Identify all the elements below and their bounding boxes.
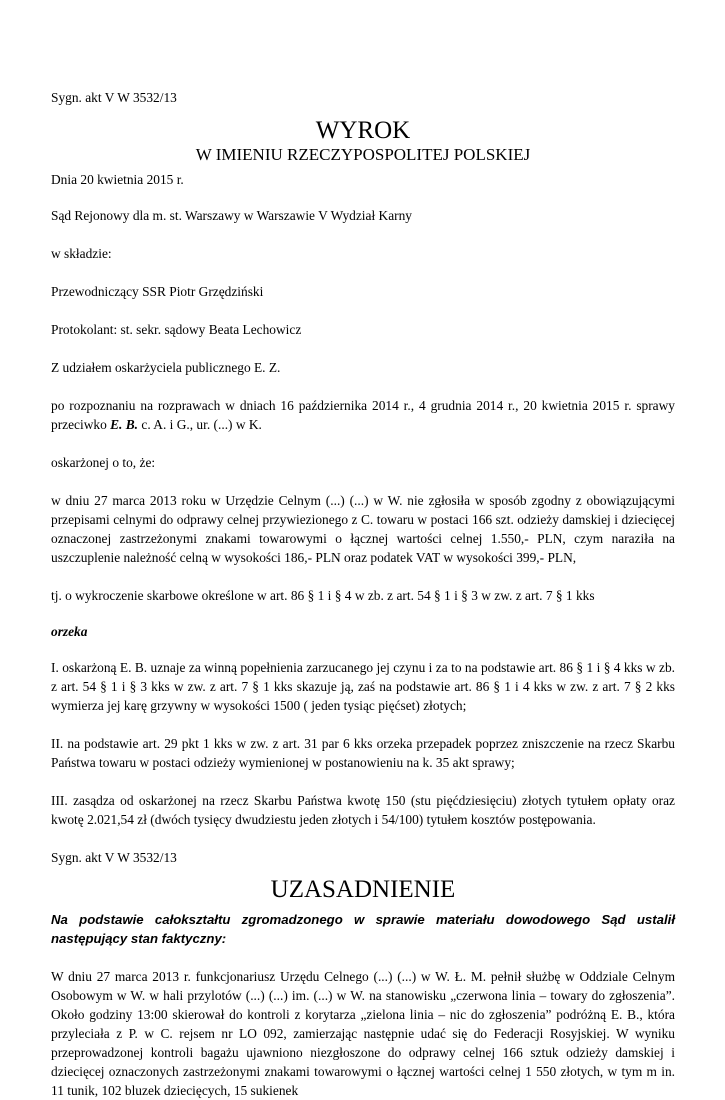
ruling-item-3: III. zasądza od oskarżonej na rzecz Skarbu Państwa kwotę 150 (stu pięćdziesięciu) złotych tytułem opłaty oraz kwotę 2.021,54 zł (dwóch tysięcy dwudziestu jeden złotych i 54/100) tytułem kosztów postępowania. [51, 793, 675, 827]
hearing-text-post: c. A. i G., ur. (...) w K. [138, 417, 262, 432]
charge-paragraph: w dniu 27 marca 2013 roku w Urzędzie Celnym (...) (...) w W. nie zgłosiła w sposób zgodny z obowiązującymi przepisami celnymi do odprawy celnej przywiezionego z C. towaru w postaci 166 szt. odzieży damskiej i dziecięcej oznaczonej zastrzeżonymi znakami towarowymi o łącznej wartości celnej 1.550,- PLN, czym naraziła na uszczuplenie należność celną w wysokości 186,- PLN oraz podatek VAT w wysokości 399,- PLN, [51, 493, 675, 565]
accused-label: oskarżonej o to, że: [51, 455, 156, 470]
hearing-paragraph [51, 396, 675, 434]
accused-name: E. B. [110, 417, 139, 432]
justification-signature: Sygn. akt V W 3532/13 [51, 850, 177, 865]
facts-lead: Na podstawie całokształtu zgromadzonego w sprawie materiału dowodowego Sąd ustalił następujący stan faktyczny: [51, 912, 675, 946]
verdict-date: Dnia 20 kwietnia 2015 r. [51, 172, 184, 187]
ruling-item-2: II. na podstawie art. 29 pkt 1 kks w zw. z art. 31 par 6 kks orzeka przepadek poprzez zniszczenie na rzecz Skarbu Państwa towaru w postaci odzieży wymienionej w postanowieniu na k. 35 akt sprawy; [51, 736, 675, 770]
court-clerk: Protokolant: st. sekr. sądowy Beata Lechowicz [51, 322, 302, 337]
legal-qualification: tj. o wykroczenie skarbowe określone w art. 86 § 1 i § 4 w zb. z art. 54 § 1 i § 3 w zw. z art. 7 § 1 kks [51, 588, 595, 603]
ruling-item-1: I. oskarżoną E. B. uznaje za winną popełnienia zarzucanego jej czynu i za to na podstawie art. 86 § 1 i § 4 kks w zb. z art. 54 § 1 i § 3 kks w zw. z art. 7 § 1 kks skazuje ją, zaś na podstawie art. 86 § 1 i 4 kks w zw. z art. 7 § 2 kks wymierza jej karę grzywny w wysokości 1500 ( jeden tysiąc pięćset) złotych; [51, 660, 675, 713]
case-signature: Sygn. akt V W 3532/13 [51, 90, 177, 105]
ruling-heading: orzeka [51, 624, 88, 639]
document-page [51, 88, 675, 1100]
verdict-title: WYROK [315, 117, 411, 144]
hearing-text-pre: po rozpoznaniu na rozprawach w dniach 16 października 2014 r., 4 grudnia 2014 r., 20 kwietnia 2015 r. sprawy przeciwko [51, 398, 675, 432]
verdict-subtitle: W IMIENIU RZECZYPOSPOLITEJ POLSKIEJ [195, 145, 531, 164]
presiding-judge: Przewodniczący SSR Piotr Grzędziński [51, 284, 264, 299]
justification-title: UZASADNIENIE [270, 876, 456, 903]
court-name: Sąd Rejonowy dla m. st. Warszawy w Warszawie V Wydział Karny [51, 208, 412, 223]
public-prosecutor: Z udziałem oskarżyciela publicznego E. Z. [51, 360, 281, 375]
composition-label: w składzie: [51, 246, 112, 261]
facts-body: W dniu 27 marca 2013 r. funkcjonariusz Urzędu Celnego (...) (...) w W. Ł. M. pełnił służbę w Oddziale Celnym Osobowym w W. w hali przylotów (...) (...) im. (...) w W. na stanowisku „czerwona linia – towary do zgłoszenia”. Około godziny 13:00 skierował do kontroli z korytarza „zielona linia – nic do zgłoszenia” podróżną E. B., która przyleciała z P. w C. rejsem nr LO 092, zamierzając następnie udać się do Federacji Rosyjskiej. W wyniku przeprowadzonej kontroli bagażu ujawniono niezgłoszone do odprawy celnej 166 sztuk odzieży damskiej i dziecięcej oznaczonych zastrzeżonymi znakami towarowymi o łącznej wartości celnej 1 550 złotych, w tym m in. 11 tunik, 102 bluzek dziecięcych, 15 sukienek [51, 969, 675, 1098]
